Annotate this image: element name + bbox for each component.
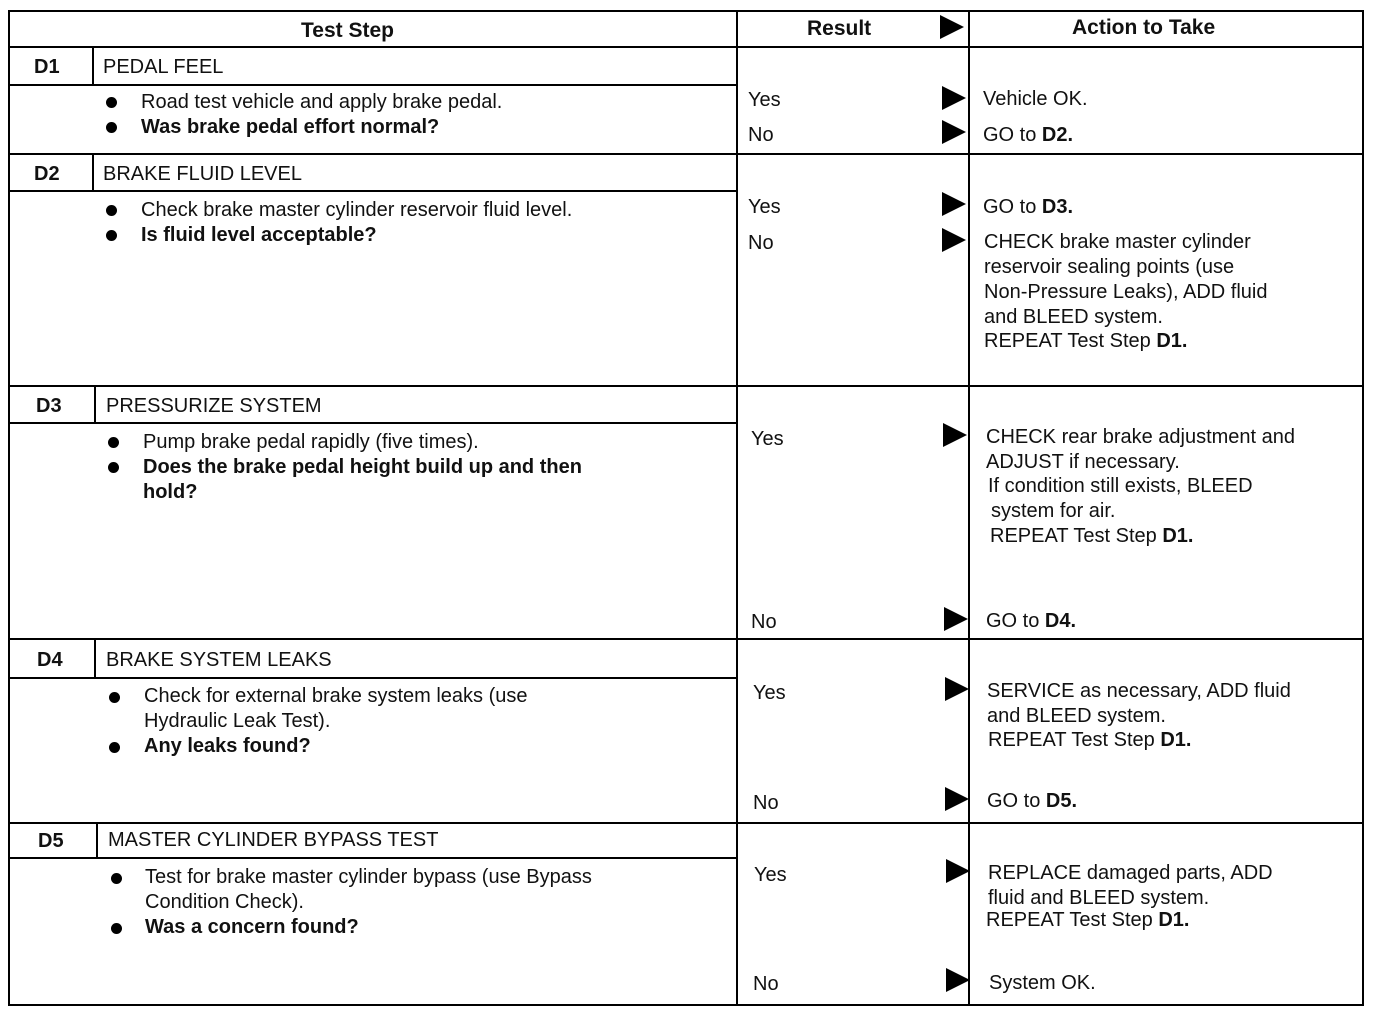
goto-ref: D4. xyxy=(1044,610,1077,632)
bullet-icon xyxy=(108,437,119,448)
d3-result-yes: Yes xyxy=(751,428,784,450)
d4-yes-action-line-1: SERVICE as necessary, ADD fluid xyxy=(987,680,1291,702)
d5-bullet-1-line-2: Condition Check). xyxy=(145,891,304,913)
bullet-icon xyxy=(106,230,117,241)
table-border-right xyxy=(1362,10,1364,1006)
repeat-ref: D1. xyxy=(1162,525,1194,547)
d3-yes-arrow-icon xyxy=(943,423,967,447)
d2-result-yes: Yes xyxy=(748,196,781,218)
d4-bullet-2: Any leaks found? xyxy=(144,735,311,757)
d1-no-arrow-icon xyxy=(942,120,966,144)
d4-yes-action-line-2: and BLEED system. xyxy=(987,705,1166,727)
d4-yes-arrow-icon xyxy=(945,677,969,701)
d2-no-repeat xyxy=(984,329,1187,354)
header-divider xyxy=(8,46,1364,48)
bullet-icon xyxy=(106,205,117,216)
header-test-step: Test Step xyxy=(301,19,394,42)
table-border-top xyxy=(8,10,1364,12)
d3-yes-action-line-2: ADJUST if necessary. xyxy=(986,451,1180,473)
column-divider-action xyxy=(968,10,970,1006)
d5-yes-repeat xyxy=(986,908,1189,933)
bullet-icon xyxy=(109,692,120,703)
d5-result-no: No xyxy=(753,973,779,995)
table-border-bottom xyxy=(8,1004,1364,1006)
bullet-icon xyxy=(111,873,122,884)
d3-yes-action-line-1: CHECK rear brake adjustment and xyxy=(986,426,1296,448)
d3-bullet-1: Pump brake pedal rapidly (five times). xyxy=(143,431,479,453)
d5-yes-action-line-2: fluid and BLEED system. xyxy=(988,887,1210,909)
d5-id-divider xyxy=(96,824,98,857)
d4-id-divider xyxy=(94,640,96,677)
d2-id-divider xyxy=(92,155,94,190)
d4-result-yes: Yes xyxy=(753,682,786,704)
d1-no-action xyxy=(983,123,1073,148)
d2-step-id: D2 xyxy=(34,163,60,185)
d3-bullet-2-line-1: Does the brake pedal height build up and then xyxy=(143,456,582,478)
d4-yes-repeat xyxy=(988,728,1191,753)
bullet-icon xyxy=(108,462,119,473)
d5-bullet-2: Was a concern found? xyxy=(145,916,359,938)
d3-id-divider xyxy=(94,387,96,422)
test-step-table xyxy=(8,10,1364,1006)
d4-bullet-1-line-2: Hydraulic Leak Test). xyxy=(144,710,331,732)
d1-bullet-1: Road test vehicle and apply brake pedal. xyxy=(141,91,503,113)
repeat-ref: D1. xyxy=(1160,729,1192,751)
d1-step-id: D1 xyxy=(34,56,60,78)
d5-step-id: D5 xyxy=(38,830,64,852)
d5-step-title: MASTER CYLINDER BYPASS TEST xyxy=(108,829,439,851)
d2-no-action-line-4: and BLEED system. xyxy=(984,306,1163,328)
d5-title-underline xyxy=(8,857,736,859)
d4-no-arrow-icon xyxy=(945,787,969,811)
d1-step-title: PEDAL FEEL xyxy=(103,56,224,78)
bullet-icon xyxy=(106,97,117,108)
bullet-icon xyxy=(106,122,117,133)
d3-yes-repeat xyxy=(990,524,1193,549)
d1-yes-arrow-icon xyxy=(942,86,966,110)
d2-no-action-line-2: reservoir sealing points (use xyxy=(984,256,1235,278)
bullet-icon xyxy=(111,923,122,934)
d3-title-underline xyxy=(8,422,736,424)
goto-ref: D2. xyxy=(1041,124,1074,146)
d4-step-id: D4 xyxy=(37,649,63,671)
d2-yes-arrow-icon xyxy=(942,192,966,216)
d2-step-title: BRAKE FLUID LEVEL xyxy=(103,163,302,185)
d4-result-no: No xyxy=(753,792,779,814)
goto-ref: D5. xyxy=(1045,790,1078,812)
row-divider-d2 xyxy=(8,153,1364,155)
d3-result-no: No xyxy=(751,611,777,633)
goto-prefix: GO to xyxy=(983,196,1042,218)
d2-no-action-line-3: Non-Pressure Leaks), ADD fluid xyxy=(984,281,1268,303)
d5-yes-action-line-1: REPLACE damaged parts, ADD xyxy=(988,862,1273,884)
goto-prefix: GO to xyxy=(986,610,1045,632)
d1-bullet-2: Was brake pedal effort normal? xyxy=(141,116,440,138)
goto-prefix: GO to xyxy=(983,124,1042,146)
d5-result-yes: Yes xyxy=(754,864,787,886)
row-divider-d5 xyxy=(8,822,1364,824)
header-result: Result xyxy=(807,17,872,40)
repeat-prefix: REPEAT Test Step xyxy=(984,330,1157,352)
d3-step-title: PRESSURIZE SYSTEM xyxy=(106,395,322,417)
d1-result-no: No xyxy=(748,124,774,146)
d2-bullet-2: Is fluid level acceptable? xyxy=(141,224,377,246)
d3-bullet-2-line-2: hold? xyxy=(143,481,198,503)
d3-step-id: D3 xyxy=(36,395,62,417)
d2-no-arrow-icon xyxy=(942,228,966,252)
goto-prefix: GO to xyxy=(987,790,1046,812)
column-divider-result xyxy=(736,10,738,1006)
repeat-ref: D1. xyxy=(1156,330,1188,352)
repeat-prefix: REPEAT Test Step xyxy=(986,909,1159,931)
goto-ref: D3. xyxy=(1041,196,1074,218)
d3-yes-action-line-3: If condition still exists, BLEED xyxy=(988,475,1253,497)
row-divider-d4 xyxy=(8,638,1364,640)
header-arrow-icon xyxy=(940,15,964,39)
row-divider-d3 xyxy=(8,385,1364,387)
d5-yes-arrow-icon xyxy=(946,859,970,883)
d3-no-arrow-icon xyxy=(944,607,968,631)
d1-result-yes: Yes xyxy=(748,89,781,111)
repeat-prefix: REPEAT Test Step xyxy=(990,525,1163,547)
d2-yes-action xyxy=(983,195,1073,220)
d3-no-action xyxy=(986,609,1076,634)
bullet-icon xyxy=(109,742,120,753)
d2-title-underline xyxy=(8,190,736,192)
d1-yes-action: Vehicle OK. xyxy=(983,88,1088,110)
header-action: Action to Take xyxy=(1072,16,1216,39)
d1-id-divider xyxy=(92,48,94,84)
repeat-ref: D1. xyxy=(1158,909,1190,931)
d2-no-action-line-1: CHECK brake master cylinder xyxy=(984,231,1251,253)
d5-bullet-1-line-1: Test for brake master cylinder bypass (use Bypass xyxy=(145,866,592,888)
d5-no-action: System OK. xyxy=(989,972,1096,994)
d4-title-underline xyxy=(8,677,736,679)
d4-bullet-1-line-1: Check for external brake system leaks (use xyxy=(144,685,528,707)
d1-title-underline xyxy=(8,84,736,86)
d2-bullet-1: Check brake master cylinder reservoir fluid level. xyxy=(141,199,573,221)
repeat-prefix: REPEAT Test Step xyxy=(988,729,1161,751)
d4-step-title: BRAKE SYSTEM LEAKS xyxy=(106,649,332,671)
d4-no-action xyxy=(987,789,1077,814)
d2-result-no: No xyxy=(748,232,774,254)
d3-yes-action-line-4: system for air. xyxy=(991,500,1116,522)
d5-no-arrow-icon xyxy=(946,968,970,992)
